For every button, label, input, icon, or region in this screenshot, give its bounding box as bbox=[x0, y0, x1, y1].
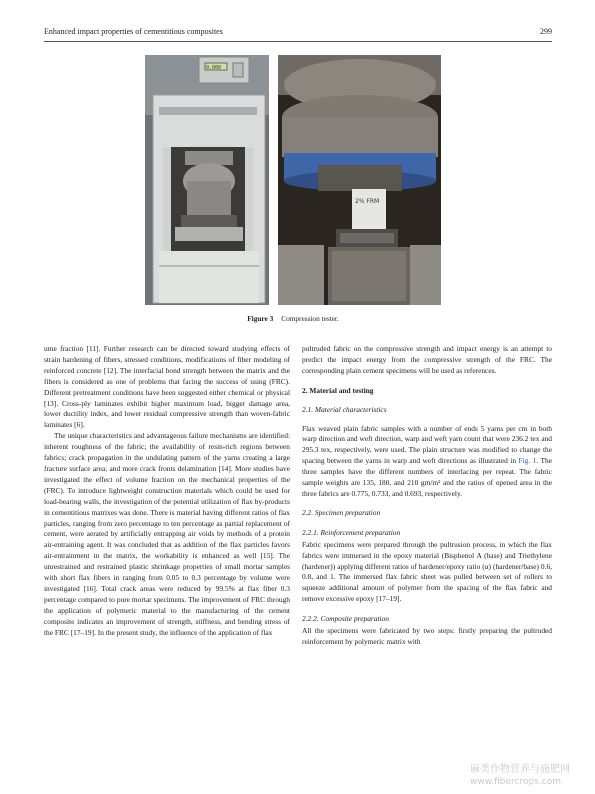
left-paragraph-1: ume fraction [11]. Further research can be directed toward studying effects of strain hardening of fibers, stressed conditions, modifications of fiber modeling of reinforced concrete [12]. The interfacial bond strength between the matrix and the fibers is considered as one of problems that facing the success of using (FRC). Different pretreatment conditions have been suggested either chemical or physical [13]. Cross-ply laminates exhibit higher maximum load, bigger damage area, lower ductility index, and lower residual compressive strength than woven-fabric laminates [6]. bbox=[44, 344, 290, 430]
paragraph-text: . The three samples have the different numbers of interlacing per repeat. The fabric sample weights are 135, 180, and 210 gm/m² and the ratios of opened area in the three fabrics are 0.775, 0.733, and 0.693, respectively. bbox=[302, 456, 553, 498]
left-column bbox=[44, 344, 290, 638]
photo-compression-tester-machine bbox=[145, 55, 269, 305]
header-rule bbox=[44, 41, 552, 42]
subsection-heading-specimen-preparation: 2.2. Specimen preparation bbox=[302, 507, 381, 517]
figure-1-link[interactable]: Fig. 1 bbox=[518, 456, 537, 466]
left-paragraph-2: The unique characteristics and advantageous failure mechanisms are identified: inherent roughness of the fabric; the availability of resin-rich regions between fabrics; crack propagation in the undulating pattern of the yarns creating a large fracture surface area; and more crack fronts delamination [14]. More studies have investigated the effect of volume fraction on the mechanical properties of the (FRC). To introduce lightweight construction materials which could be used for load-bearing walls, the investigation of the potential utilization of flax by-products in cementitious matrixes was done. There is material having different ratios of flax particles, ranging from zero percentage to ten percentage as partial replacement of cement, were aerated by artificially entrapping air voids by methods of a protein air-entraining agent. It was concluded that as addition of the flax particles favors air-entrainment in the matrix, the workability is enhanced as well [15]. The unrestrained and restrained plastic shrinkage properties of small mortar samples with short flax fibers in ranging from 0.05 to 0.3 percentage by volume were investigated [16]. Total crack areas were reduced by 99.5% at flax fiber 0.3 percentage compared to pure mortar specimens. The improvement of FRC through the application of polymeric material to the manufacturing of the cement composite indicates an improvement of strength, stiffness, and bending stress of the FRC [17–19]. In the present study, the influence of the application of flax bbox=[44, 431, 290, 637]
right-paragraph-2 bbox=[302, 424, 552, 500]
specimen-marking: 2% FRM bbox=[355, 198, 380, 205]
figure-caption-text: Compression tester. bbox=[281, 314, 339, 323]
running-header bbox=[44, 27, 552, 36]
right-paragraph-3: Fabric specimens were prepared through the pultrusion process, in which the flax fabrics were immersed in the epoxy material (Bisphenol A (base) and Triethylene (hardener)) applying different ratios of hardener/epoxy ratio (α) (hardener/base) 0.6, 0.8, and 1. The immersed flax fabric sheet was pulled between set of rollers to squeeze additional amount of polymer from the spacing of the flax fabric and remove excessive epoxy [17–19]. bbox=[302, 539, 552, 604]
figure-label: Figure 3 bbox=[247, 314, 274, 323]
right-paragraph-4: All the specimens were fabricated by two steps: firstly preparing the pultruded reinforcement by polymeric matrix with bbox=[302, 626, 552, 646]
subsection-heading-material-characteristics: 2.1. Material characteristics bbox=[302, 404, 387, 414]
photo-specimen-close-up bbox=[278, 55, 441, 305]
page-number: 299 bbox=[540, 27, 552, 36]
right-paragraph-1: pultruded fabric on the compressive strength and impact energy is an attempt to predict the impact energy from the compressive strength of the FRC. The corresponding plain cement specimens will be used as references. bbox=[302, 344, 552, 375]
subsubsection-heading-composite-preparation: 2.2.2. Composite preparation bbox=[302, 614, 389, 624]
section-heading-material-and-testing: 2. Material and testing bbox=[302, 385, 374, 395]
machine-display-readout: 0.000 bbox=[206, 65, 222, 71]
site-watermark bbox=[470, 764, 570, 788]
figure-caption bbox=[145, 314, 441, 323]
running-title: Enhanced impact properties of cementitious composites bbox=[44, 27, 223, 36]
right-column bbox=[302, 344, 552, 648]
watermark-line-1: 麻类作物营养与施肥网 bbox=[470, 764, 570, 775]
paragraph-text: Flax weaved plain fabric samples with a number of ends 5 yarns per cm in both warp direction and weft direction, warp and weft yarn count that were 236.2 tex and 295.3 tex, respectively, were used. The plain structure was modified to change the spacing between the yarns in warp and weft directions as illustrated in bbox=[302, 423, 552, 466]
subsubsection-heading-reinforcement-preparation: 2.2.1. Reinforcement preparation bbox=[302, 527, 401, 537]
watermark-line-2: www.fibercrops.com bbox=[470, 777, 561, 787]
